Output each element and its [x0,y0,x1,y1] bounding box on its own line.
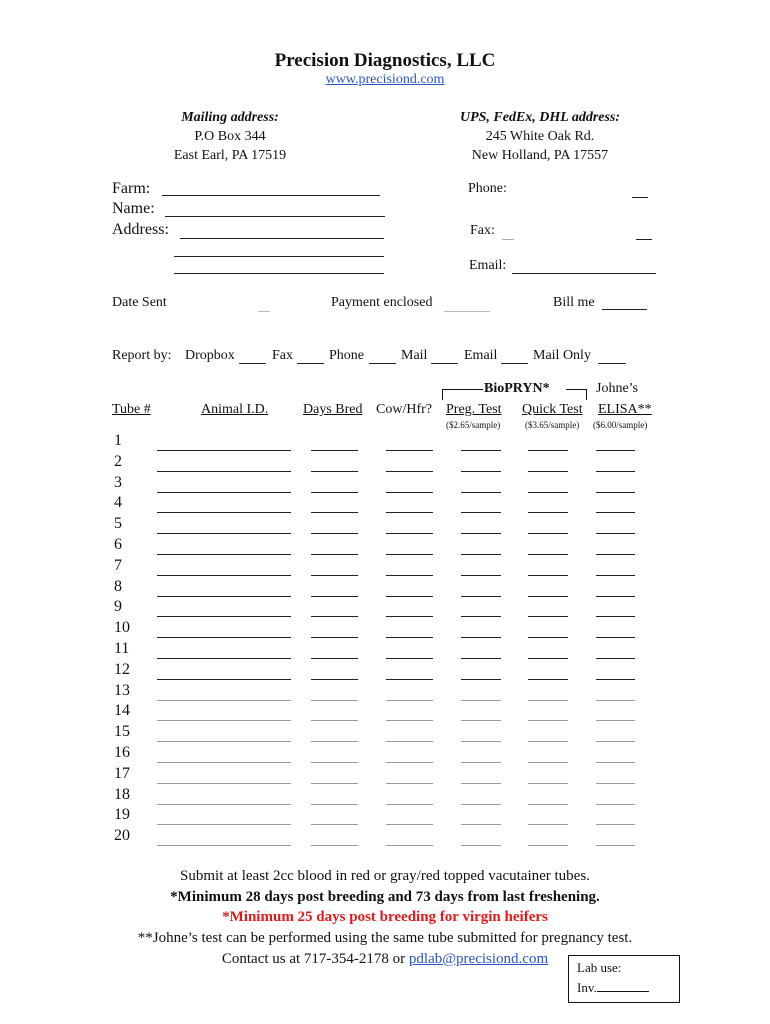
animal-id-field[interactable] [157,741,291,742]
bill-me-field[interactable] [602,309,647,310]
animal-id-field[interactable] [157,575,291,576]
report-mail-only-field[interactable] [598,363,626,364]
animal-id-field[interactable] [157,762,291,763]
row-number: 11 [114,640,130,657]
quick-test-field[interactable] [528,741,568,742]
report-option-phone: Phone [329,348,364,363]
fax-field-end[interactable] [636,239,652,240]
preg-test-field[interactable] [461,554,501,555]
days-bred-field[interactable] [311,512,358,513]
cow-hfr-field[interactable] [386,679,433,680]
date-sent-label: Date Sent [112,295,167,310]
quick-test-field[interactable] [528,596,568,597]
days-bred-field[interactable] [311,554,358,555]
cow-hfr-field[interactable] [386,783,433,784]
preg-test-field[interactable] [461,783,501,784]
lab-use-box [568,955,680,1003]
report-option-fax: Fax [272,348,293,363]
fax-label: Fax: [470,223,495,238]
quick-test-field[interactable] [528,720,568,721]
preg-test-field[interactable] [461,804,501,805]
animal-id-field[interactable] [157,700,291,701]
name-field[interactable] [165,216,385,217]
report-option-dropbox: Dropbox [185,348,235,363]
row-number: 12 [114,660,130,678]
row-number: 19 [114,806,130,824]
days-bred-field[interactable] [311,741,358,742]
report-dropbox-field[interactable] [239,363,266,364]
website-link[interactable]: www.precisiond.com [325,72,445,87]
col-cow-hfr: Cow/Hfr? [376,402,432,417]
preg-test-field[interactable] [461,700,501,701]
quick-test-field[interactable] [528,637,568,638]
animal-id-field[interactable] [157,804,291,805]
days-bred-field[interactable] [311,679,358,680]
quick-test-field[interactable] [528,533,568,534]
elisa-field[interactable] [596,637,635,638]
row-number: 18 [114,785,130,803]
quick-test-field[interactable] [528,804,568,805]
days-bred-field[interactable] [311,616,358,617]
footer-line-1: Submit at least 2cc blood in red or gray/red topped vacutainer tubes. [180,868,590,884]
elisa-field[interactable] [596,679,635,680]
elisa-field[interactable] [596,658,635,659]
report-mail-field[interactable] [431,363,458,364]
shipping-heading: UPS, FedEx, DHL address: [459,110,621,125]
preg-test-field[interactable] [461,533,501,534]
elisa-field[interactable] [596,783,635,784]
quick-test-field[interactable] [528,471,568,472]
inv-field[interactable] [597,979,649,992]
row-number: 8 [114,577,122,595]
cow-hfr-field[interactable] [386,845,433,846]
cow-hfr-field[interactable] [386,824,433,825]
col-preg-test: Preg. Test [446,402,502,417]
elisa-field[interactable] [596,471,635,472]
days-bred-field[interactable] [311,658,358,659]
col-animal-id: Animal I.D. [201,402,269,417]
payment-label: Payment enclosed [331,295,433,310]
cow-hfr-field[interactable] [386,720,433,721]
preg-test-field[interactable] [461,762,501,763]
cow-hfr-field[interactable] [386,512,433,513]
row-number: 5 [114,515,122,533]
phone-label: Phone: [468,181,507,196]
report-option-email: Email [464,348,498,363]
elisa-field[interactable] [596,845,635,846]
preg-test-field[interactable] [461,720,501,721]
cow-hfr-field[interactable] [386,700,433,701]
preg-test-field[interactable] [461,824,501,825]
contact-prefix: Contact us at 717-354-2178 or [221,951,406,967]
days-bred-field[interactable] [311,824,358,825]
cow-hfr-field[interactable] [386,533,433,534]
date-sent-field[interactable] [258,311,270,312]
price-elisa: ($6.00/sample) [593,420,648,430]
name-label: Name: [112,200,155,217]
animal-id-field[interactable] [157,471,291,472]
quick-test-field[interactable] [528,762,568,763]
quick-test-field[interactable] [528,492,568,493]
report-option-mail-only: Mail Only [533,348,591,363]
elisa-field[interactable] [596,804,635,805]
cow-hfr-field[interactable] [386,762,433,763]
preg-test-field[interactable] [461,637,501,638]
footer-line-3: *Minimum 25 days post breeding for virgin heifers [222,909,548,925]
quick-test-field[interactable] [528,700,568,701]
report-fax-field[interactable] [297,363,324,364]
elisa-field[interactable] [596,741,635,742]
elisa-field[interactable] [596,492,635,493]
animal-id-field[interactable] [157,658,291,659]
row-number: 7 [114,556,122,574]
preg-test-field[interactable] [461,658,501,659]
email-label: Email: [469,258,507,273]
price-preg: ($2.65/sample) [446,420,501,430]
preg-test-field[interactable] [461,616,501,617]
row-number: 4 [114,494,122,512]
animal-id-field[interactable] [157,533,291,534]
company-title: Precision Diagnostics, LLC [274,50,496,71]
address-label: Address: [112,221,169,238]
elisa-field[interactable] [596,533,635,534]
lab-use-title: Lab use: [577,960,622,975]
inv-label: Inv. [577,980,597,995]
row-number: 2 [114,452,122,470]
days-bred-field[interactable] [311,637,358,638]
shipping-line1: 245 White Oak Rd. [485,129,595,144]
animal-id-field[interactable] [157,616,291,617]
days-bred-field[interactable] [311,596,358,597]
days-bred-field[interactable] [311,700,358,701]
cow-hfr-field[interactable] [386,637,433,638]
row-number: 17 [114,764,130,782]
elisa-field[interactable] [596,720,635,721]
preg-test-field[interactable] [461,596,501,597]
payment-field[interactable] [444,311,490,312]
cow-hfr-field[interactable] [386,616,433,617]
cow-hfr-field[interactable] [386,554,433,555]
preg-test-field[interactable] [461,450,501,451]
preg-test-field[interactable] [461,492,501,493]
shipping-address [430,108,650,165]
elisa-field[interactable] [596,575,635,576]
preg-test-field[interactable] [461,741,501,742]
preg-test-field[interactable] [461,512,501,513]
elisa-field[interactable] [596,824,635,825]
elisa-field[interactable] [596,762,635,763]
quick-test-field[interactable] [528,658,568,659]
fax-field[interactable] [502,239,514,240]
quick-test-field[interactable] [528,575,568,576]
biopryn-bracket-right [566,389,587,400]
animal-id-field[interactable] [157,679,291,680]
report-option-mail: Mail [401,348,428,363]
days-bred-field[interactable] [311,845,358,846]
row-number: 13 [114,681,130,699]
footer-line-2: *Minimum 28 days post breeding and 73 days from last freshening. [170,889,600,905]
row-number: 9 [114,598,122,616]
row-number: 16 [114,744,130,761]
cow-hfr-field[interactable] [386,575,433,576]
mailing-address [130,108,330,165]
animal-id-field[interactable] [157,845,291,846]
animal-id-field[interactable] [157,720,291,721]
animal-id-field[interactable] [157,492,291,493]
row-number: 10 [114,619,130,637]
preg-test-field[interactable] [461,575,501,576]
days-bred-field[interactable] [311,471,358,472]
cow-hfr-field[interactable] [386,471,433,472]
elisa-field[interactable] [596,700,635,701]
cow-hfr-field[interactable] [386,596,433,597]
address-field-3[interactable] [174,273,384,274]
quick-test-field[interactable] [528,824,568,825]
email-field[interactable] [512,273,656,274]
mailing-line1: P.O Box 344 [194,129,266,144]
elisa-field[interactable] [596,616,635,617]
biopryn-group-label: BioPRYN* [484,381,550,396]
row-number: 3 [114,473,122,491]
days-bred-field[interactable] [311,720,358,721]
animal-id-field[interactable] [157,596,291,597]
quick-test-field[interactable] [528,450,568,451]
address-field-1[interactable] [180,238,384,239]
col-days-bred: Days Bred [303,402,363,417]
days-bred-field[interactable] [311,450,358,451]
contact-email-link[interactable]: pdlab@precisiond.com [408,951,549,967]
days-bred-field[interactable] [311,533,358,534]
days-bred-field[interactable] [311,783,358,784]
animal-id-field[interactable] [157,554,291,555]
days-bred-field[interactable] [311,762,358,763]
row-number: 20 [114,827,130,845]
days-bred-field[interactable] [311,804,358,805]
preg-test-field[interactable] [461,845,501,846]
cow-hfr-field[interactable] [386,741,433,742]
quick-test-field[interactable] [528,679,568,680]
address-field-2[interactable] [174,256,384,257]
price-quick: ($3.65/sample) [525,420,580,430]
cow-hfr-field[interactable] [386,658,433,659]
phone-field[interactable] [632,197,648,198]
col-quick-test: Quick Test [522,402,583,417]
elisa-field[interactable] [596,596,635,597]
quick-test-field[interactable] [528,783,568,784]
mailing-heading: Mailing address: [181,110,279,125]
johnes-group-label: Johne’s [596,381,638,396]
elisa-field[interactable] [596,512,635,513]
quick-test-field[interactable] [528,845,568,846]
days-bred-field[interactable] [311,575,358,576]
report-email-field[interactable] [501,363,528,364]
elisa-field[interactable] [596,554,635,555]
row-number: 14 [114,702,130,720]
row-number: 1 [114,432,122,449]
preg-test-field[interactable] [461,471,501,472]
quick-test-field[interactable] [528,554,568,555]
animal-id-field[interactable] [157,512,291,513]
report-by-label: Report by: [112,348,172,363]
animal-id-field[interactable] [157,637,291,638]
row-number: 6 [114,536,122,553]
elisa-field[interactable] [596,450,635,451]
cow-hfr-field[interactable] [386,492,433,493]
days-bred-field[interactable] [311,492,358,493]
cow-hfr-field[interactable] [386,804,433,805]
quick-test-field[interactable] [528,616,568,617]
animal-id-field[interactable] [157,783,291,784]
bill-me-label: Bill me [553,295,595,310]
preg-test-field[interactable] [461,679,501,680]
biopryn-bracket-left [442,389,483,400]
shipping-line2: New Holland, PA 17557 [471,148,609,163]
footer-line-4: **Johne’s test can be performed using the same tube submitted for pregnancy test. [137,930,633,946]
farm-field[interactable] [162,195,380,196]
mailing-line2: East Earl, PA 17519 [173,148,287,163]
col-tube: Tube # [112,402,151,417]
cow-hfr-field[interactable] [386,450,433,451]
lab-use-inv [577,978,679,998]
animal-id-field[interactable] [157,450,291,451]
row-number: 15 [114,723,130,741]
col-elisa: ELISA** [598,402,652,417]
farm-label: Farm: [112,180,151,197]
quick-test-field[interactable] [528,512,568,513]
animal-id-field[interactable] [157,824,291,825]
report-phone-field[interactable] [369,363,396,364]
